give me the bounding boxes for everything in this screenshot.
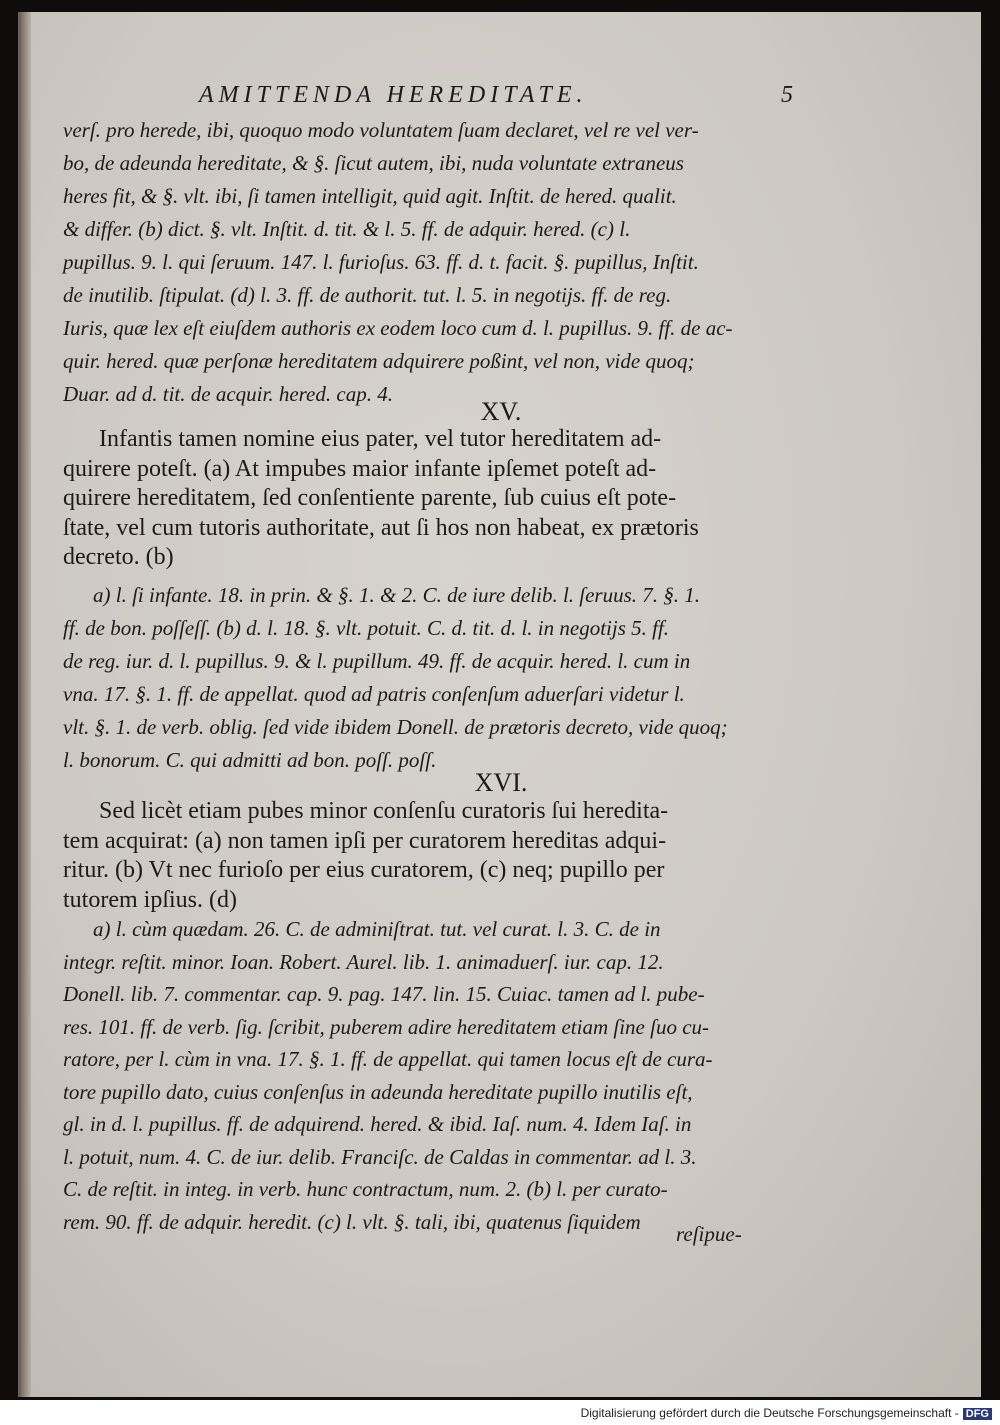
footnote-line: Duar. ad d. tit. de acquir. hered. cap. 4.	[63, 382, 393, 406]
section-number-xv: XV.	[480, 397, 522, 426]
footnote-line: l. bonorum. C. qui admitti ad bon. poſſ. poſſ.	[63, 748, 437, 772]
footnote-line: vna. 17. §. 1. ff. de appellat. quod ad patris conſenſum aduerſari videtur l.	[63, 682, 685, 706]
page-number: 5	[781, 82, 793, 108]
footnote-line: gl. in d. l. pupillus. ff. de adquirend. hered. & ibid. Iaſ. num. 4. Idem Iaſ. in	[63, 1112, 692, 1136]
footnote-line: C. de reſtit. in integ. in verb. hunc contractum, num. 2. (b) l. per curato-	[63, 1177, 668, 1201]
footnote-line: rem. 90. ff. de adquir. heredit. (c) l. vlt. §. tali, ibi, quatenus ſiquidem	[63, 1209, 641, 1234]
footnote-line: heres fit, & §. vlt. ibi, ſi tamen intelligit, quid agit. Inſtit. de hered. qualit.	[63, 184, 677, 208]
footnote-line: a) l. ſi infante. 18. in prin. & §. 1. & 2. C. de iure delib. l. ſeruus. 7. §. 1.	[93, 583, 701, 607]
footnote-line: Donell. lib. 7. commentar. cap. 9. pag. 147. lin. 15. Cuiac. tamen ad l. pube-	[63, 982, 705, 1006]
running-title: AMITTENDA HEREDITATE.	[199, 82, 588, 108]
paragraph-line: Infantis tamen nomine eius pater, vel tutor hereditatem ad-	[99, 426, 662, 452]
footnote-line: tore pupillo dato, cuius conſenſus in adeunda hereditate pupillo inutilis eſt,	[63, 1079, 693, 1104]
page-text	[21, 12, 981, 1397]
dfg-logo: DFG	[963, 1408, 992, 1420]
footnote-line: ratore, per l. cùm in vna. 17. §. 1. ff. de appellat. qui tamen locus eſt de cura-	[63, 1047, 713, 1071]
footnote-line: res. 101. ff. de verb. ſig. ſcribit, puberem adire hereditatem etiam ſine ſuo cu-	[63, 1014, 710, 1039]
paragraph-line: quirere poteſt. (a) At impubes maior infante ipſemet poteſt ad-	[63, 455, 657, 482]
paragraph-line: quirere hereditatem, ſed conſentiente parente, ſub cuius eſt pote-	[63, 485, 677, 511]
paragraph-line: tem acquirat: (a) non tamen ipſi per curatorem hereditas adqui-	[63, 827, 667, 854]
footnote-line: de inutilib. ſtipulat. (d) l. 3. ff. de authorit. tut. l. 5. in negotijs. ff. de reg.	[63, 283, 672, 307]
paragraph-line: tutorem ipſius. (d)	[63, 886, 237, 913]
catchword: reſipue-	[676, 1222, 742, 1246]
footnote-line: bo, de adeunda hereditate, & §. ſicut autem, ibi, nuda voluntate extraneus	[63, 151, 684, 175]
paragraph-line: decreto. (b)	[63, 544, 174, 570]
section-number-xvi: XVI.	[474, 768, 528, 797]
footnote-line: vlt. §. 1. de verb. oblig. ſed vide ibidem Donell. de prætoris decreto, vide quoq;	[63, 715, 728, 739]
footnote-line: & differ. (b) dict. §. vlt. Inſtit. d. tit. & l. 5. ff. de adquir. hered. (c) l.	[63, 217, 631, 241]
digitization-credit	[581, 1406, 992, 1420]
footnote-line: ff. de bon. poſſeſſ. (b) d. l. 18. §. vlt. potuit. C. d. tit. d. l. in negotijs 5. ff.	[63, 616, 670, 640]
footnote-line: quir. hered. quæ perſonæ hereditatem adquirere poßint, vel non, vide quoq;	[63, 349, 695, 373]
footnote-line: verſ. pro herede, ibi, quoquo modo voluntatem ſuam declaret, vel re vel ver-	[63, 118, 699, 142]
book-page	[18, 12, 981, 1397]
paragraph-line: Sed licèt etiam pubes minor conſenſu curatoris ſui heredita-	[99, 798, 669, 824]
footnote-line: a) l. cùm quædam. 26. C. de adminiſtrat. tut. vel curat. l. 3. C. de in	[93, 917, 661, 941]
paragraph-line: ritur. (b) Vt nec furioſo per eius curatorem, (c) neq; pupillo per	[63, 857, 665, 883]
footnote-line: integr. reſtit. minor. Ioan. Robert. Aurel. lib. 1. animaduerſ. iur. cap. 12.	[63, 949, 664, 974]
footnote-line: l. potuit, num. 4. C. de iur. delib. Franciſc. de Caldas in commentar. ad l. 3.	[63, 1144, 697, 1169]
footnote-line: Iuris, quæ lex eſt eiuſdem authoris ex eodem loco cum d. l. pupillus. 9. ff. de ac-	[63, 316, 733, 340]
credit-text: Digitalisierung gefördert durch die Deutsche Forschungsgemeinschaft -	[580, 1406, 959, 1420]
footnote-line: de reg. iur. d. l. pupillus. 9. & l. pupillum. 49. ff. de acquir. hered. l. cum in	[63, 649, 691, 673]
paragraph-line: ſtate, vel cum tutoris authoritate, aut ſi hos non habeat, ex prætoris	[63, 514, 699, 541]
footnote-line: pupillus. 9. l. qui ſeruum. 147. l. furioſus. 63. ff. d. t. facit. §. pupillus, Inſtit.	[63, 250, 699, 274]
